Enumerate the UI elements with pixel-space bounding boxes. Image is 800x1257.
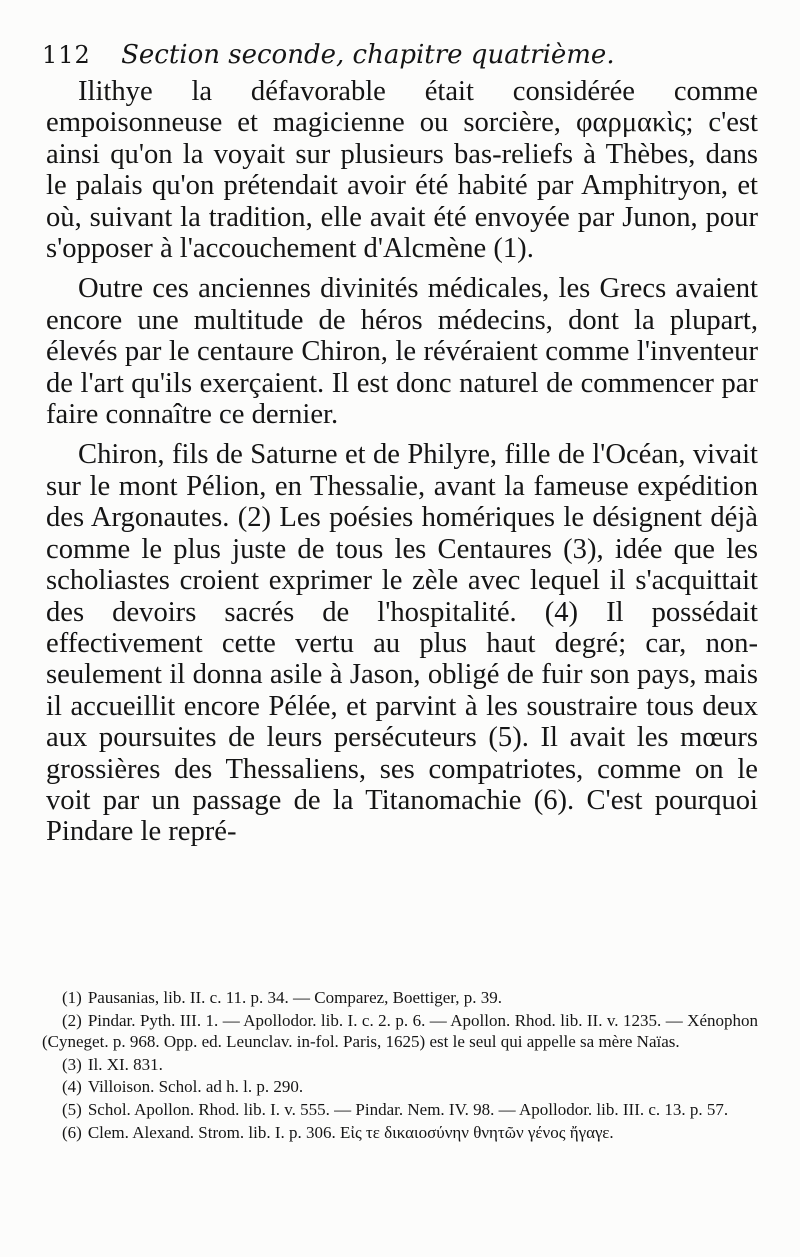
page-number: 112: [42, 41, 91, 69]
footnote-text: Schol. Apollon. Rhod. lib. I. v. 555. — Pindar. Nem. IV. 98. — Apollodor. lib. III. c. 13. p. 57.: [87, 1099, 729, 1119]
main-text: [46, 76, 758, 848]
footnote-number: (3): [62, 1054, 82, 1074]
running-head: [42, 38, 760, 72]
footnote-number: (6): [62, 1122, 82, 1142]
paragraph-heros-medecins: Outre ces anciennes divinités médicales, les Grecs avaient encore une multitude de héros médecins, dont la plupart, élevés par le centaure Chiron, le révéraient comme l'inventeur de l'art qu'ils exerçaient. Il est donc naturel de commencer par faire connaître ce dernier.: [46, 273, 758, 431]
footnote-2: [42, 1010, 758, 1053]
footnote-6: [42, 1122, 758, 1144]
footnote-5: [42, 1099, 758, 1121]
footnote-text: Il. XI. 831.: [87, 1054, 163, 1074]
footnote-4: [42, 1076, 758, 1098]
footnote-3: [42, 1054, 758, 1076]
footnotes: [42, 987, 758, 1144]
footnote-text: Pausanias, lib. II. c. 11. p. 34. — Comparez, Boettiger, p. 39.: [87, 988, 502, 1007]
paragraph-ilithye: Ilithye la défavorable était considérée comme empoisonneuse et magicienne ou sorcière, φαρμακὶς; c'est ainsi qu'on la voyait sur plusieurs bas-reliefs à Thèbes, dans le palais qu'on prétendait avoir été habité par Amphitryon, et où, suivant la tradition, elle avait été envoyée par Junon, pour s'opposer à l'accouchement d'Alcmène (1).: [46, 76, 758, 265]
footnote-1: [42, 987, 758, 1009]
footnote-number: (2): [62, 1010, 82, 1030]
running-title: Section seconde, chapitre quatrième.: [121, 40, 615, 70]
footnote-number: (1): [62, 988, 82, 1007]
footnote-number: (5): [62, 1099, 82, 1119]
paragraph-chiron: Chiron, fils de Saturne et de Philyre, fille de l'Océan, vivait sur le mont Pélion, en Thessalie, avant la fameuse expédition des Argonautes. (2) Les poésies homériques le désignent déjà comme le plus juste de tous les Centaures (3), idée que les scholiastes croient exprimer le zèle avec lequel il s'acquittait des devoirs sacrés de l'hospitalité. (4) Il possédait effectivement cette vertu au plus haut degré; car, non-seulement il donna asile à Jason, obligé de fuir son pays, mais il accueillit encore Pélée, et parvint à les soustraire tous deux aux poursuites de leurs persécuteurs (5). Il avait les mœurs grossières des Thessaliens, ses compatriotes, comme on le voit par un passage de la Titanomachie (6). C'est pourquoi Pindare le repré-: [46, 439, 758, 848]
footnote-text: Villoison. Schol. ad h. l. p. 290.: [87, 1077, 304, 1097]
footnote-text: Pindar. Pyth. III. 1. — Apollodor. lib. I. c. 2. p. 6. — Apollon. Rhod. lib. II. v. 1235. — Xénophon (Cyneget. p. 968. Opp. ed. Leunclav. in-fol. Paris, 1625) est le seul qui appelle sa mère Naïas.: [42, 1010, 758, 1052]
footnote-text: Clem. Alexand. Strom. lib. I. p. 306. Εἰς τε δικαιοσύνην θνητῶν γένος ἤγαγε.: [87, 1122, 614, 1142]
footnote-number: (4): [62, 1077, 82, 1097]
